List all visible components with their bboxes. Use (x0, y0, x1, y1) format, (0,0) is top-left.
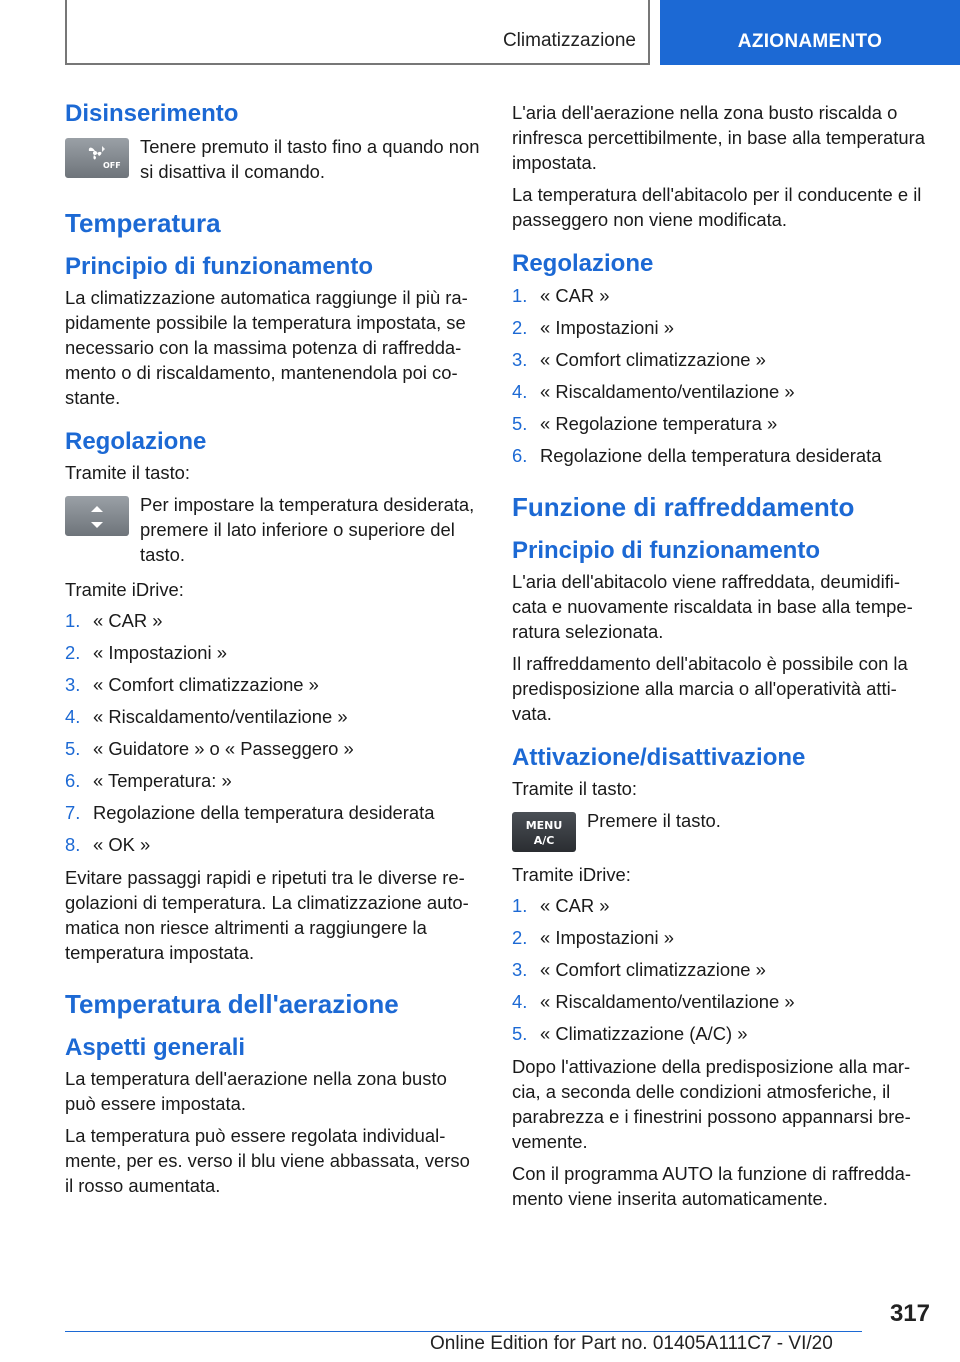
header-right-rule (648, 0, 650, 64)
list-item: 2. « Impostazioni » (65, 642, 227, 663)
list-item: 1. « CAR » (512, 285, 610, 306)
premere-text: Premere il tasto. (587, 810, 721, 831)
dopo-text: Dopo l'attivazione della predisposizione alla marcia, a seconda delle condizioni atmosferiche, il parabrezza e i finestrini possono appannarsi brevemente. (512, 1056, 911, 1152)
svg-text:OFF: OFF (103, 161, 121, 170)
list-item: 1. « CAR » (512, 895, 610, 916)
heading-attivazione: Attivazione/disattivazione (512, 744, 806, 771)
aspetti-text-1: La temperatura dell'aerazione nella zona busto può essere impostata. (65, 1068, 447, 1114)
list-item: 2. « Impostazioni » (512, 927, 674, 948)
right-column (512, 100, 928, 1218)
header-bottom-rule (65, 63, 650, 65)
left-column (65, 100, 481, 1205)
list-item: 3. « Comfort climatizzazione » (65, 674, 319, 695)
edition-note: Online Edition for Part no. 01405A111C7 - VI/20 (430, 1333, 833, 1354)
intro-text-2: La temperatura dell'abitacolo per il conducente e il passeggero non viene modificata. (512, 184, 922, 230)
heading-aspetti-generali: Aspetti generali (65, 1034, 246, 1061)
list-item: 5. « Climatizzazione (A/C) » (512, 1023, 748, 1044)
heading-regolazione: Regolazione (65, 428, 207, 455)
tramite-tasto-label-right: Tramite il tasto: (512, 778, 638, 799)
list-item: 7. Regolazione della temperatura desiderata (65, 802, 435, 823)
right-steps-list-2 (512, 894, 928, 1046)
list-item: 6. Regolazione della temperatura desiderata (512, 445, 882, 466)
heading-regolazione-aerazione: Regolazione (512, 250, 654, 277)
fan-off-button-icon (65, 138, 129, 178)
up-down-rocker-icon (65, 496, 129, 536)
principio-text: La climatizzazione automatica raggiunge il più rapidamente possibile la temperatura impostata, se necessario con la massima potenza di raffreddamento o di riscaldamento, mantenendola poi costante. (65, 287, 468, 408)
list-item: 4. « Riscaldamento/ventilazione » (512, 991, 795, 1012)
heading-temperatura: Temperatura (65, 208, 221, 238)
heading-temperatura-aerazione: Temperatura dell'aerazione (65, 989, 399, 1019)
svg-text:MENU: MENU (525, 819, 563, 832)
list-item: 8. « OK » (65, 834, 151, 855)
section-tab-label: AZIONAMENTO (737, 31, 883, 52)
list-item: 3. « Comfort climatizzazione » (512, 959, 766, 980)
footer-rule (65, 1331, 862, 1332)
section-tab[interactable] (660, 0, 960, 65)
list-item: 4. « Riscaldamento/ventilazione » (512, 381, 795, 402)
menu-ac-button-icon (512, 812, 576, 852)
tramite-tasto-label: Tramite il tasto: (65, 462, 191, 483)
heading-principio-raffreddamento: Principio di funzionamento (512, 537, 820, 564)
list-item: 3. « Comfort climatizzazione » (512, 349, 766, 370)
disinserimento-text: Tenere premuto il tasto fino a quando non si disattiva il comando. (140, 136, 480, 182)
evitare-text: Evitare passaggi rapidi e ripetuti tra le diverse regolazioni di temperatura. La climatizzazione automatica non riesce altrimenti a raggiungere la temperatura impostata. (65, 867, 469, 963)
auto-text: Con il programma AUTO la funzione di raffreddamento viene inserita automaticamente. (512, 1163, 911, 1209)
page-number: 317 (889, 1300, 930, 1327)
tasto-text: Per impostare la temperatura desiderata, premere il lato inferiore o superiore del tasto. (140, 494, 475, 565)
left-steps-list (65, 609, 481, 857)
principio-raffreddamento-text-2: Il raffreddamento dell'abitacolo è possibile con la predisposizione alla marcia o all'operatività attivata. (512, 653, 908, 724)
tramite-idrive-label: Tramite iDrive: (65, 579, 184, 600)
list-item: 5. « Guidatore » o « Passeggero » (65, 738, 354, 759)
list-item: 2. « Impostazioni » (512, 317, 674, 338)
aspetti-text-2: La temperatura può essere regolata individualmente, per es. verso il blu viene abbassata, verso il rosso aumentata. (65, 1125, 470, 1196)
list-item: 4. « Riscaldamento/ventilazione » (65, 706, 348, 727)
principio-raffreddamento-text-1: L'aria dell'abitacolo viene raffreddata, deumidificata e nuovamente riscaldata in base alla temperatura selezionata. (512, 571, 913, 642)
tramite-idrive-label-right: Tramite iDrive: (512, 864, 631, 885)
list-item: 1. « CAR » (65, 610, 163, 631)
intro-text-1: L'aria dell'aerazione nella zona busto riscalda o rinfresca percettibilmente, in base alla temperatura impostata. (512, 102, 925, 173)
chapter-title: Climatizzazione (502, 30, 636, 51)
menu-ac-block (512, 808, 928, 852)
header-left-rule (65, 0, 67, 64)
right-steps-list-1 (512, 284, 928, 468)
list-item: 6. « Temperatura: » (65, 770, 232, 791)
fan-off-block (65, 134, 481, 184)
heading-disinserimento: Disinserimento (65, 100, 239, 127)
list-item: 5. « Regolazione temperatura » (512, 413, 778, 434)
svg-text:A/C: A/C (533, 834, 555, 847)
temp-rocker-block (65, 492, 481, 567)
heading-funzione-raffreddamento: Funzione di raffreddamento (512, 492, 855, 522)
heading-principio: Principio di funzionamento (65, 253, 373, 280)
